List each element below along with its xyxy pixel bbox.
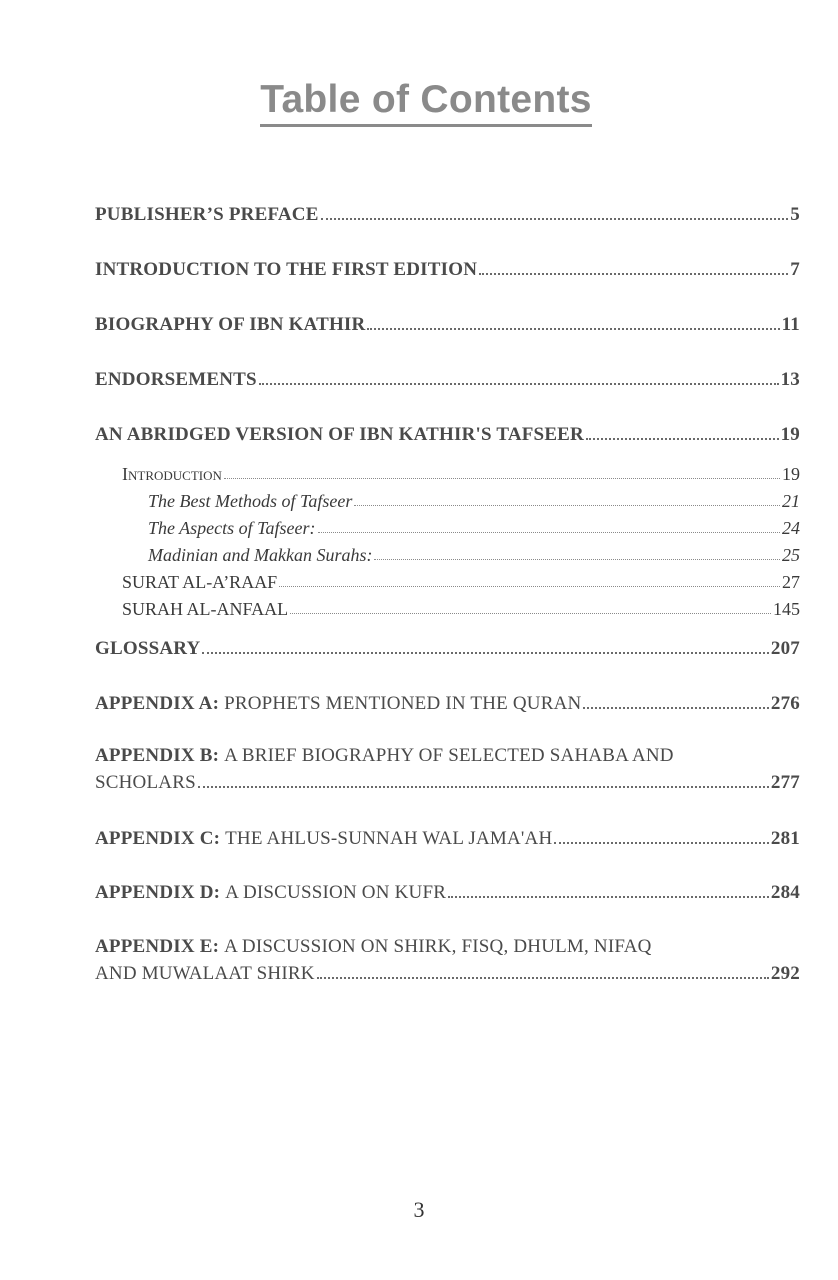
dot-leader xyxy=(290,613,771,614)
toc-entry-biography[interactable]: BIOGRAPHY OF IBN KATHIR 11 xyxy=(95,314,800,335)
toc-subentry-madinian-makkan[interactable]: Madinian and Makkan Surahs: 25 xyxy=(148,545,800,565)
dot-leader xyxy=(224,478,780,479)
dot-leader xyxy=(198,786,769,788)
toc-entry-appendix-c[interactable]: APPENDIX C: THE AHLUS-SUNNAH WAL JAMA'AH 281 xyxy=(95,828,800,849)
toc-subentry-aspects[interactable]: The Aspects of Tafseer: 24 xyxy=(148,518,800,538)
toc-entry-appendix-e-line2[interactable]: AND MUWALAAT SHIRK 292 xyxy=(95,963,800,984)
page-title: Table of Contents xyxy=(0,78,838,127)
toc-subentry-surat-al-araaf[interactable]: SURAT AL-A’RAAF 27 xyxy=(122,572,800,592)
dot-leader xyxy=(317,977,769,979)
toc-entry-abridged-tafseer[interactable]: AN ABRIDGED VERSION OF IBN KATHIR'S TAFSEER 19 xyxy=(95,424,800,445)
dot-leader xyxy=(354,505,780,506)
dot-leader xyxy=(318,532,780,533)
dot-leader xyxy=(321,218,789,220)
dot-leader xyxy=(367,328,779,330)
dot-leader xyxy=(479,273,788,275)
toc-entry-publishers-preface[interactable]: PUBLISHER’S PREFACE 5 xyxy=(95,204,800,225)
toc-entry-appendix-b-line1[interactable]: APPENDIX B: A BRIEF BIOGRAPHY OF SELECTED SAHABA AND xyxy=(95,745,674,766)
toc-entry-appendix-b-line2[interactable]: SCHOLARS 277 xyxy=(95,772,800,793)
toc-entry-appendix-e-line1[interactable]: APPENDIX E: A DISCUSSION ON SHIRK, FISQ, DHULM, NIFAQ xyxy=(95,936,652,957)
dot-leader xyxy=(554,842,768,844)
dot-leader xyxy=(586,438,779,440)
toc-entry-appendix-a[interactable]: APPENDIX A: PROPHETS MENTIONED IN THE QURAN 276 xyxy=(95,693,800,714)
toc-subentry-introduction[interactable]: Introduction 19 xyxy=(122,464,800,484)
dot-leader xyxy=(448,896,769,898)
dot-leader xyxy=(279,586,780,587)
page-number: 3 xyxy=(413,1197,425,1222)
toc-entry-introduction-first-edition[interactable]: INTRODUCTION TO THE FIRST EDITION 7 xyxy=(95,259,800,280)
toc-subentry-surah-al-anfaal[interactable]: SURAH AL-ANFAAL 145 xyxy=(122,599,800,619)
dot-leader xyxy=(583,707,768,709)
toc-entry-appendix-d[interactable]: APPENDIX D: A DISCUSSION ON KUFR 284 xyxy=(95,882,800,903)
dot-leader xyxy=(374,559,780,560)
dot-leader xyxy=(259,383,779,385)
toc-entry-glossary[interactable]: GLOSSARY 207 xyxy=(95,638,800,659)
dot-leader xyxy=(202,652,768,654)
toc-entry-endorsements[interactable]: ENDORSEMENTS 13 xyxy=(95,369,800,390)
toc-subentry-best-methods[interactable]: The Best Methods of Tafseer 21 xyxy=(148,491,800,511)
